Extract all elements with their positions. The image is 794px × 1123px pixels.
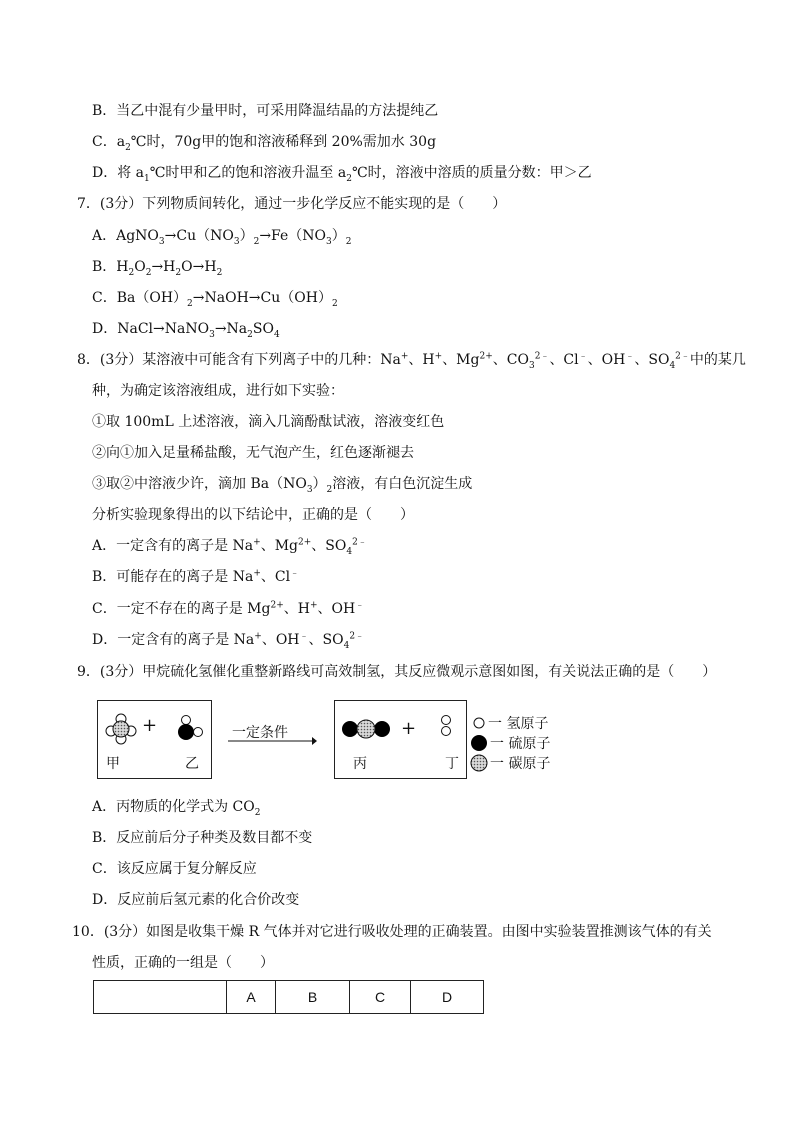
q9-option-c: C．该反应属于复分解反应 [92, 861, 257, 877]
table-header-c: C [350, 981, 411, 1014]
legend-sulfur: 一 硫原子 [470, 733, 550, 753]
q8-option-a: A．一定含有的离子是 Na+、$Mg^{2+}$、$SO_4^{2﹣}$ [92, 537, 367, 557]
q8-step2: ②向①加入足量稀盐酸，无气泡产生，红色逐渐褪去 [92, 445, 414, 461]
methane-molecule [102, 709, 142, 749]
q8-stem-line2: 种，为确定该溶液组成，进行如下实验： [92, 383, 344, 399]
plus-sign: + [142, 715, 158, 736]
label-yi: 乙 [185, 756, 199, 772]
q9-option-d: D．反应前后氢元素的化合价改变 [92, 892, 300, 908]
table-header-b: B [276, 981, 350, 1014]
q8-option-c: C．一定不存在的离子是 $Mg^{2+}$、H+、OH﹣ [92, 600, 365, 617]
legend-carbon: 一 碳原子 [470, 753, 550, 773]
q6-option-c: C．$a_2℃$时，70g甲的饱和溶液稀释到 20%需加水 30g [92, 134, 437, 153]
hydrogen-sulfide-molecule [174, 713, 210, 743]
q9-option-a: A．丙物质的化学式为 $CO_2$ [92, 799, 261, 818]
legend-hydrogen: 一 氢原子 [472, 713, 548, 733]
carbon-disulfide-molecule [339, 719, 395, 739]
q7-option-b: B．$H_2O_2\to H_2O\to H_2$ [92, 259, 223, 278]
q10-stem-line2: 性质，正确的一组是（ ） [92, 955, 274, 971]
table-header-a: A [227, 981, 276, 1014]
reaction-condition: 一定条件 [232, 725, 288, 741]
q8-step1: ①取 100mL 上述溶液，滴入几滴酚酞试液，溶液变红色 [92, 414, 445, 430]
sulfur-atom-icon [470, 734, 488, 752]
q10-answer-table [93, 980, 484, 1014]
table-row [94, 981, 484, 1014]
hydrogen-atom-icon [472, 716, 486, 730]
q8-option-b: B．可能存在的离子是 Na+、Cl﹣ [92, 568, 300, 585]
q6-option-d: D．将 $a_1℃$时甲和乙的饱和溶液升温至 $a_2℃$时，溶液中溶质的质量分数：甲＞乙 [92, 165, 592, 184]
q8-question: 分析实验现象得出的以下结论中，正确的是（ ） [92, 507, 414, 523]
reaction-arrow [226, 735, 318, 747]
q9-option-b: B．反应前后分子种类及数目都不变 [92, 830, 313, 846]
carbon-atom-icon [470, 754, 488, 772]
label-bing: 丙 [353, 756, 367, 772]
hydrogen-molecule [439, 713, 453, 739]
q8-option-d: D．一定含有的离子是 Na+、OH﹣、$SO_4^{2﹣}$ [92, 631, 365, 651]
table-header-d: D [411, 981, 484, 1014]
table-header-blank [94, 981, 227, 1014]
q7-option-d: D．$NaCl\to NaNO_3\to Na_2SO_4$ [92, 321, 280, 340]
label-jia: 甲 [106, 756, 120, 772]
q9-stem: 9．(3分）甲烷硫化氢催化重整新路线可高效制氢，其反应微观示意图如图，有关说法正确的是（ ） [77, 664, 717, 680]
products-box [334, 700, 467, 779]
label-ding: 丁 [445, 756, 459, 772]
plus-sign-2: + [401, 718, 417, 739]
q6-option-b: B．当乙中混有少量甲时，可采用降温结晶的方法提纯乙 [92, 103, 439, 119]
q8-step3: ③取②中溶液少许，滴加 $Ba(NO_3)_2$溶液，有白色沉淀生成 [92, 476, 473, 495]
q8-stem-line1: 8．(3分）某溶液中可能含有下列离子中的几种：Na+、H+、$Mg^{2+}$、$CO_3^{2﹣}$、Cl﹣、OH﹣、$SO_4^{2﹣}$中的某几 [77, 351, 746, 371]
q10-stem-line1: 10．(3分）如图是收集干燥 R 气体并对它进行吸收处理的正确装置。由图中实验装置推测该气体的有关 [72, 924, 712, 940]
reactants-box [97, 700, 212, 779]
q7-stem: 7．(3分）下列物质间转化，通过一步化学反应不能实现的是（ ） [77, 196, 507, 212]
q7-option-a: A．$AgNO_3\to Cu(NO_3)_2\to Fe(NO_3)_2$ [92, 228, 352, 247]
q7-option-c: C．$Ba(OH)_2\to NaOH\to Cu(OH)_2$ [92, 290, 338, 309]
